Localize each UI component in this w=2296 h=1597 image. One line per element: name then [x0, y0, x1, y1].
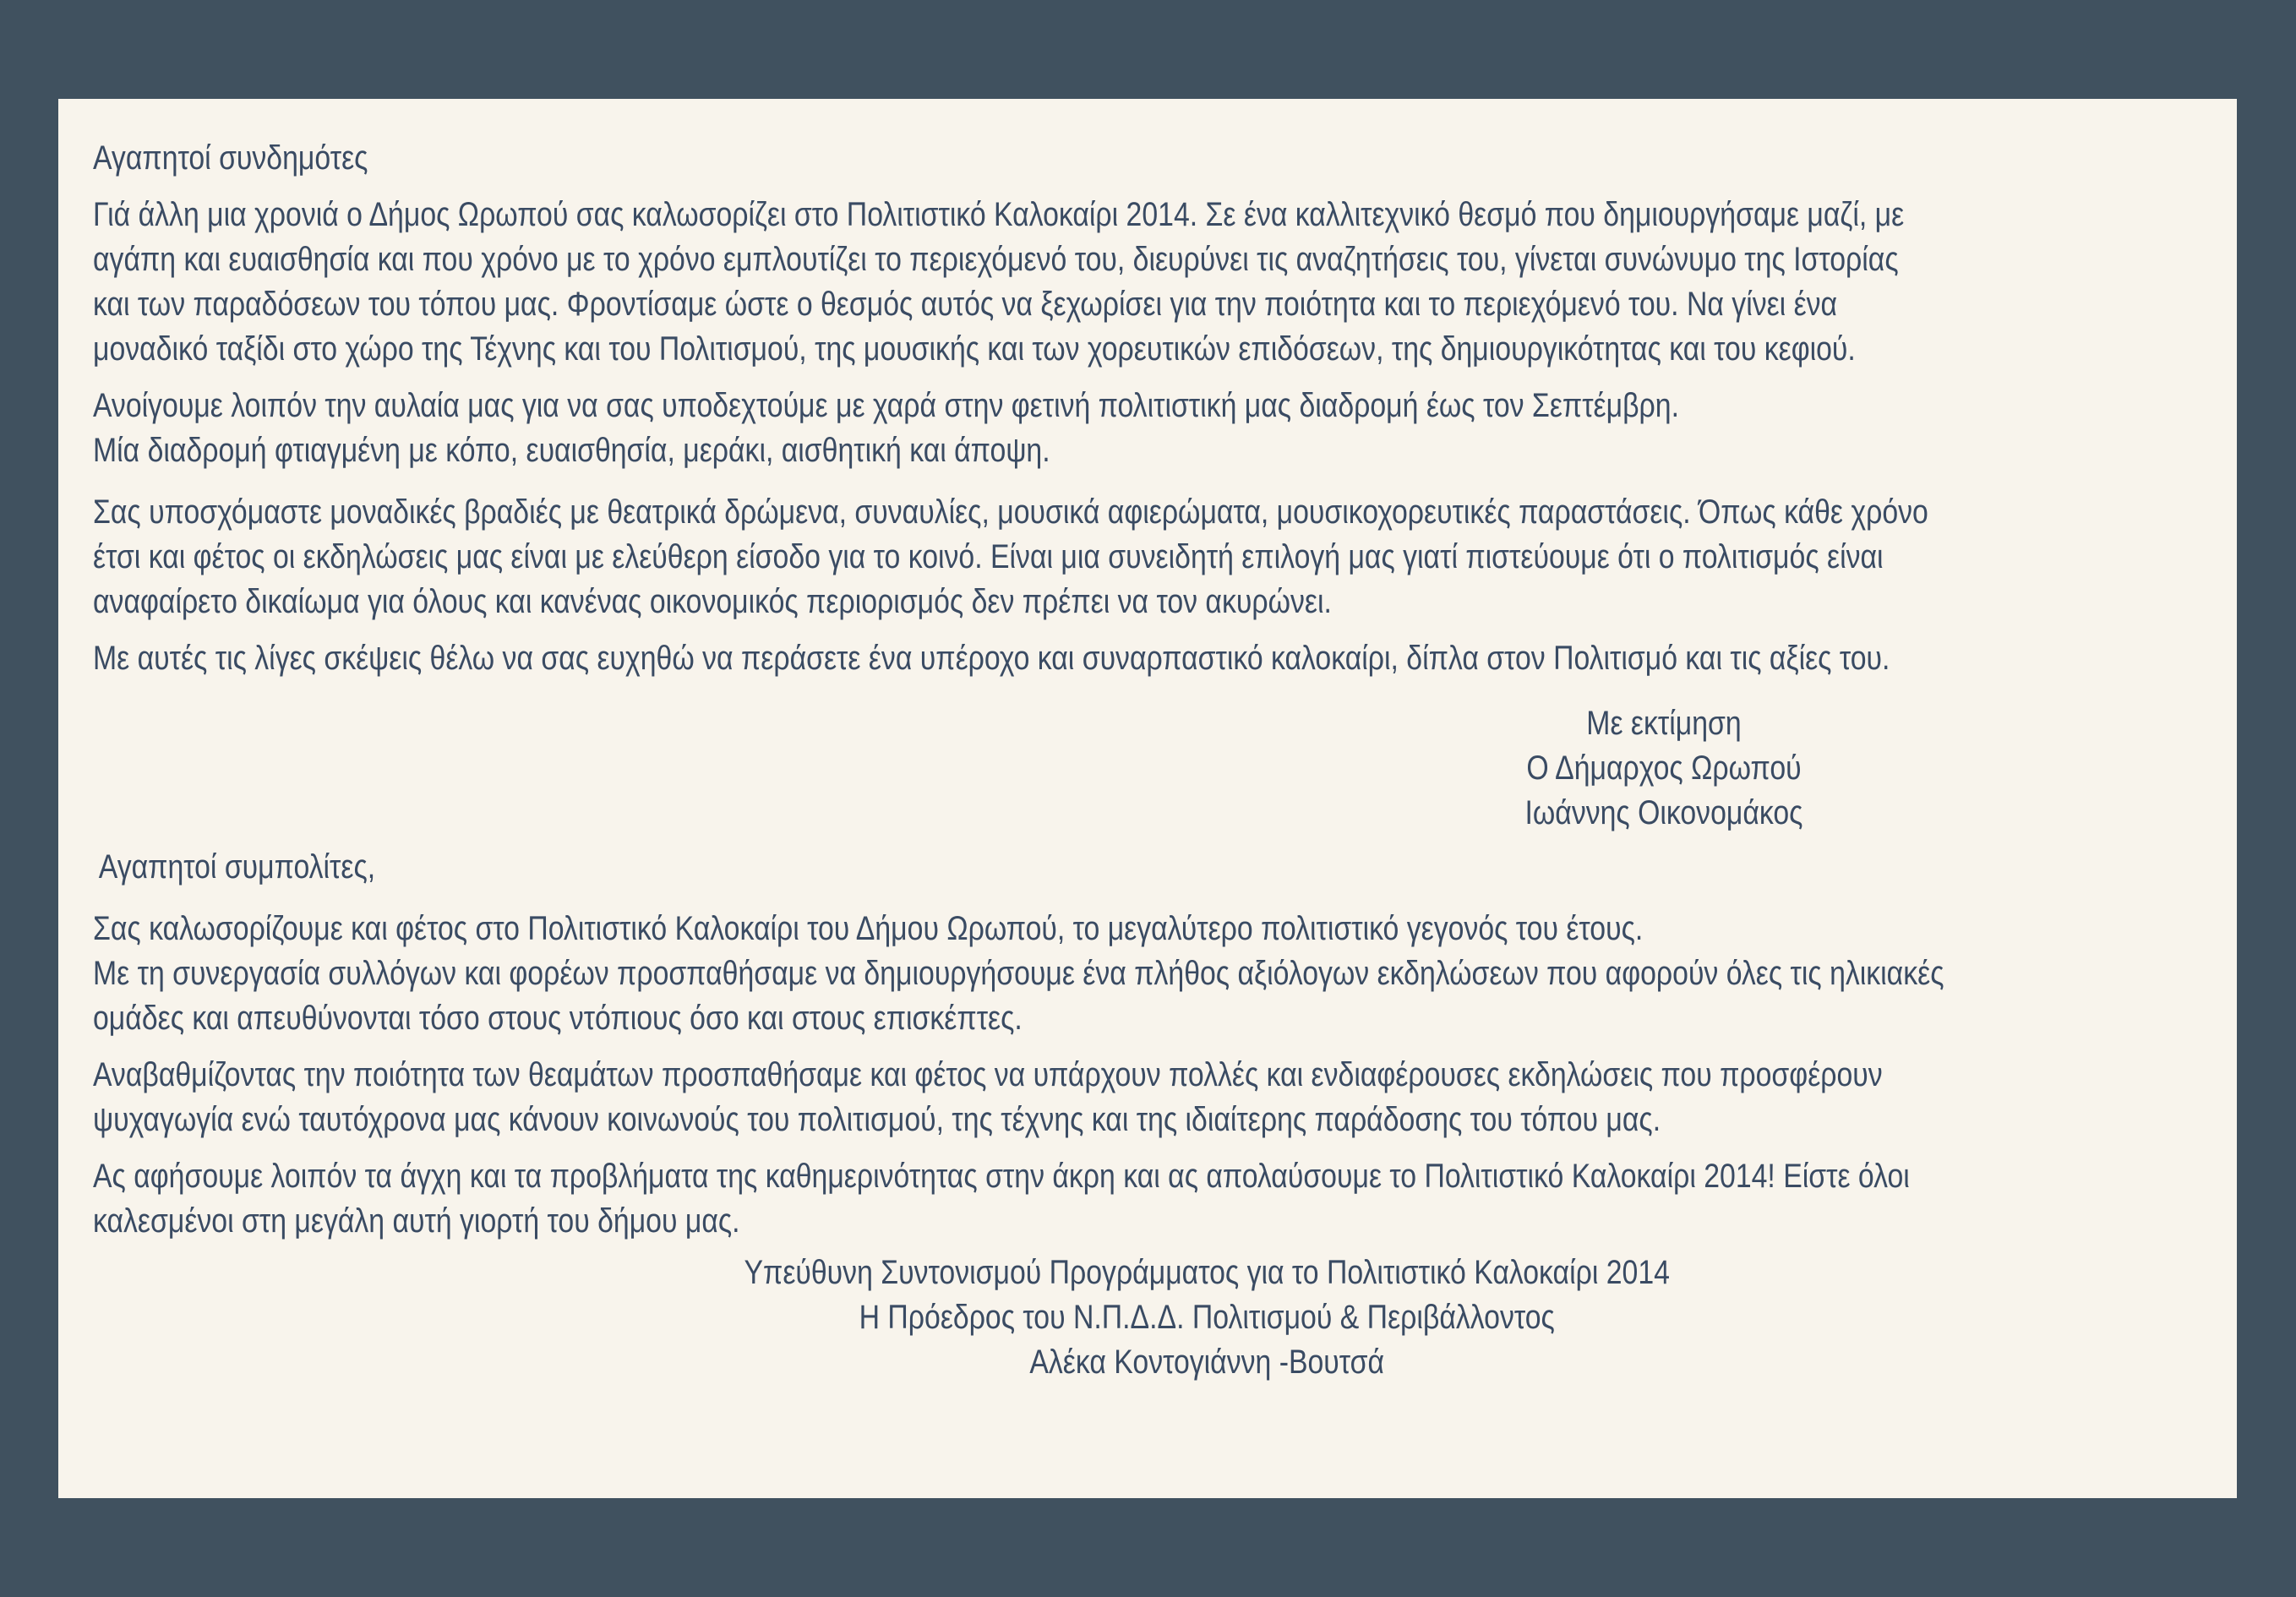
letter-text [93, 136, 2206, 1386]
line: Με αυτές τις λίγες σκέψεις θέλω να σας ευχηθώ να περάσετε ένα υπέροχο και συναρπαστικό καλοκαίρι, δίπλα στον Πολιτισμό και τις αξίες του. [93, 640, 1890, 677]
letter-sheet [58, 99, 2237, 1498]
line: καλεσμένοι στη μεγάλη αυτή γιορτή του δήμου μας. [93, 1202, 740, 1240]
signature-name: Αλέκα Κοντογιάννη -Βουτσά [1029, 1344, 1385, 1381]
line: μοναδικό ταξίδι στο χώρο της Τέχνης και του Πολιτισμού, της μουσικής και των χορευτικών επιδόσεων, της δημιουργικότητας και του κεφιού. [93, 330, 1856, 368]
line: αγάπη και ευαισθησία και που χρόνο με το χρόνο εμπλουτίζει το περιεχόμενό του, διευρύνει τις αναζητήσεις του, γίνεται συνώνυμο της Ιστορίας [93, 241, 1899, 278]
paragraph [93, 1053, 2206, 1142]
signature-name: Ιωάννης Οικονομάκος [1524, 794, 1803, 831]
signature-title: Ο Δήμαρχος Ωρωπού [1526, 749, 1802, 787]
signature-role: Υπεύθυνη Συντονισμού Προγράμματος για το Πολιτιστικό Καλοκαίρι 2014 [744, 1254, 1670, 1291]
line: Σας καλωσορίζουμε και φέτος στο Πολιτιστικό Καλοκαίρι του Δήμου Ωρωπού, το μεγαλύτερο πολιτιστικό γεγονός του έτους. [93, 910, 1644, 947]
line: Αναβαθμίζοντας την ποιότητα των θεαμάτων προσπαθήσαμε και φέτος να υπάρχουν πολλές και ενδιαφέρουσες εκδηλώσεις που προσφέρουν [93, 1056, 1883, 1093]
line: Ας αφήσουμε λοιπόν τα άγχη και τα προβλήματα της καθημερινότητας στην άκρη και ας απολαύσουμε το Πολιτιστικό Καλοκαίρι 2014! Είστε όλοι [93, 1158, 1910, 1195]
line: Ανοίγουμε λοιπόν την αυλαία μας για να σας υποδεχτούμε με χαρά στην φετινή πολιτιστική μας διαδρομή έως τον Σεπτέμβρη. [93, 387, 1679, 424]
greeting-1: Αγαπητοί συνδημότες [93, 139, 368, 177]
line: αναφαίρετο δικαίωμα για όλους και κανένας οικονομικός περιορισμός δεν πρέπει να τον ακυρώνει. [93, 583, 1332, 620]
line: ομάδες και απευθύνονται τόσο στους ντόπιους όσο και στους επισκέπτες. [93, 1000, 1023, 1037]
signature-title: Η Πρόεδρος του Ν.Π.Δ.Δ. Πολιτισμού & Περιβάλλοντος [859, 1299, 1555, 1336]
line: Σας υποσχόμαστε μοναδικές βραδιές με θεατρικά δρώμενα, συναυλίες, μουσικά αφιερώματα, μουσικοχορευτικές παραστάσεις. Όπως κάθε χρόνο [93, 493, 1928, 531]
paragraph [93, 193, 2206, 372]
line: και των παραδόσεων του τόπου μας. Φροντίσαμε ώστε ο θεσμός αυτός να ξεχωρίσει για την ποιότητα και το περιεχόμενό του. Να γίνει ένα [93, 286, 1838, 323]
paragraph [93, 907, 2206, 1041]
paragraph [93, 1154, 2206, 1244]
paragraph [93, 384, 2206, 473]
line: έτσι και φέτος οι εκδηλώσεις μας είναι με ελεύθερη είσοδο για το κοινό. Είναι μια συνειδητή επιλογή μας γιατί πιστεύουμε ότι ο πολιτισμός είναι [93, 538, 1884, 575]
line: Γιά άλλη μια χρονιά ο Δήμος Ωρωπού σας καλωσορίζει στο Πολιτιστικό Καλοκαίρι 2014. Σε ένα καλλιτεχνικό θεσμό που δημιουργήσαμε μαζί, με [93, 196, 1905, 233]
mayor-signature [93, 701, 2206, 836]
paragraph [93, 490, 2206, 624]
paragraph [93, 636, 2206, 681]
greeting-2: Αγαπητοί συμπολίτες, [98, 848, 376, 886]
line: Με τη συνεργασία συλλόγων και φορέων προσπαθήσαμε να δημιουργήσουμε ένα πλήθος αξιόλογων εκδηλώσεων που αφορούν όλες τις ηλικιακές [93, 955, 1944, 992]
line: ψυχαγωγία ενώ ταυτόχρονα μας κάνουν κοινωνούς του πολιτισμού, της τέχνης και της ιδιαίτερης παράδοσης του τόπου μας. [93, 1101, 1661, 1138]
coordinator-signature [93, 1251, 2206, 1386]
line: Μία διαδρομή φτιαγμένη με κόπο, ευαισθησία, μεράκι, αισθητική και άποψη. [93, 432, 1050, 469]
signature-closing: Με εκτίμηση [1586, 705, 1742, 742]
